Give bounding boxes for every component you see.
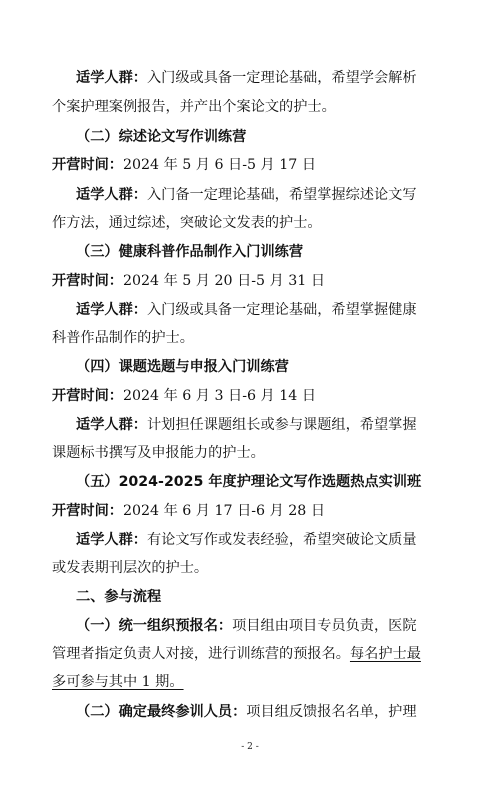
- text: 2024 年 6 月 3 日-6 月 14 日: [122, 388, 317, 404]
- underlined-text: 多可参与其中 1 期。: [52, 674, 184, 690]
- text: 项目组反馈报名名单，护理: [246, 704, 417, 720]
- text: 入门级或具备一定理论基础，希望学会解析: [146, 70, 417, 86]
- text: 2024 年 5 月 20 日-5 月 31 日: [122, 273, 326, 289]
- chapter-heading: 二、参与流程: [76, 589, 162, 605]
- paragraph-line: [52, 501, 325, 521]
- paragraph-line: [52, 386, 316, 406]
- text: 2024 年 5 月 6 日-5 月 17 日: [122, 157, 317, 173]
- label-start-time: 开营时间：: [52, 388, 123, 404]
- text: 入门级或具备一定理论基础，希望掌握健康: [146, 302, 417, 318]
- text: 课题标书撰写及申报能力的护士。: [52, 445, 265, 461]
- paragraph-line: [76, 300, 417, 320]
- paragraph-line: [52, 558, 208, 578]
- label-start-time: 开营时间：: [52, 157, 123, 173]
- paragraph-line: [52, 443, 265, 463]
- text: 有论文写作或发表经验，希望突破论文质量: [146, 532, 417, 548]
- text: 管理者指定负责人对接，进行训练营的预报名。: [52, 646, 350, 662]
- text: 科普作品制作的护士。: [52, 330, 194, 346]
- paragraph-line: [76, 530, 417, 550]
- text: 个案护理案例报告，并产出个案论文的护士。: [52, 99, 336, 115]
- section-heading-3: （三）健康科普作品制作入门训练营: [76, 244, 304, 260]
- paragraph-line: [52, 672, 184, 692]
- paragraph-line: [52, 97, 336, 117]
- text: 或发表期刊层次的护士。: [52, 560, 209, 576]
- text: 2024 年 6 月 17 日-6 月 28 日: [122, 503, 326, 519]
- step-label: （一）统一组织预报名：: [76, 618, 233, 634]
- text: 项目组由项目专员负责，医院: [232, 618, 417, 634]
- label-start-time: 开营时间：: [52, 503, 123, 519]
- paragraph-line: [76, 185, 417, 205]
- label-target-audience: 适学人群：: [76, 417, 147, 433]
- section-heading-5: （五）2024-2025 年度护理论文写作选题热点实训班: [76, 474, 422, 490]
- paragraph-line: [76, 68, 417, 88]
- step-label: （二）确定最终参训人员：: [76, 704, 247, 720]
- section-heading-4: （四）课题选题与申报入门训练营: [76, 359, 289, 375]
- text: 入门备一定理论基础，希望掌握综述论文写: [146, 187, 417, 203]
- text: 作方法，通过综述，突破论文发表的护士。: [52, 215, 322, 231]
- label-target-audience: 适学人群：: [76, 302, 147, 318]
- underlined-text: 每名护士最: [349, 646, 421, 662]
- label-start-time: 开营时间：: [52, 273, 123, 289]
- paragraph-line: [52, 328, 194, 348]
- text: 计划担任课题组长或参与课题组，希望掌握: [146, 417, 417, 433]
- paragraph-line: [76, 616, 417, 636]
- paragraph-line: [52, 213, 322, 233]
- paragraph-line: [52, 155, 316, 175]
- paragraph-line: [52, 271, 325, 291]
- paragraph-line: [52, 644, 421, 664]
- page-number: - 2 -: [241, 742, 259, 752]
- label-target-audience: 适学人群：: [76, 70, 147, 86]
- label-target-audience: 适学人群：: [76, 532, 147, 548]
- paragraph-line: [76, 702, 417, 722]
- paragraph-line: [76, 415, 417, 435]
- label-target-audience: 适学人群：: [76, 187, 147, 203]
- section-heading-2: （二）综述论文写作训练营: [76, 129, 247, 145]
